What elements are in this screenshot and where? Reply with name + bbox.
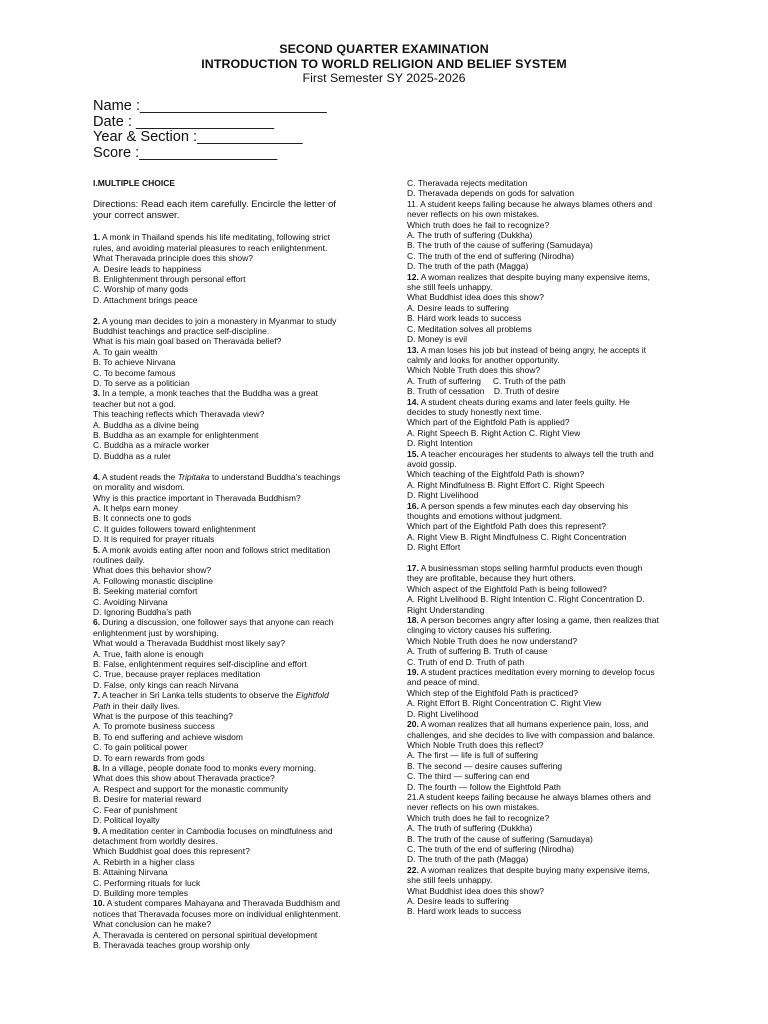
choice-d[interactable]: D. Right Livelihood xyxy=(407,708,479,719)
question-text: In a village, people donate food to monks every morning. xyxy=(100,763,317,774)
score-field[interactable]: Score :_________________ xyxy=(93,144,278,161)
question-text: avoid gossip. xyxy=(407,458,457,469)
choice-b[interactable]: B. Desire for material reward xyxy=(93,794,202,805)
directions-line: your correct answer. xyxy=(93,210,180,222)
choice-b[interactable]: B. Hard work leads to success xyxy=(407,313,522,324)
choice-d[interactable]: D. It is required for prayer rituals xyxy=(93,534,215,545)
choice-c[interactable]: C. Theravada rejects meditation xyxy=(407,178,528,188)
question-number: 7. xyxy=(93,690,101,701)
exam-title: SECOND QUARTER EXAMINATION xyxy=(279,42,489,56)
question-number: 10. xyxy=(93,898,105,909)
choice-a[interactable]: A. The truth of suffering (Dukkha) xyxy=(407,823,533,834)
choices-row[interactable]: C. Truth of end D. Truth of path xyxy=(407,656,525,667)
question-number: 20. xyxy=(407,719,419,730)
question-text: 21.A student keeps failing because he always blames others and xyxy=(407,791,651,802)
choice-c[interactable]: C. Meditation solves all problems xyxy=(407,323,532,334)
question-text: thoughts and emotions without judgment. xyxy=(407,511,562,521)
question-text: A woman realizes that all humans experience pain, loss, and xyxy=(418,719,649,730)
question-text: in their daily lives. xyxy=(110,700,180,711)
choice-d[interactable]: D. Ignoring Buddha’s path xyxy=(93,606,192,617)
question-22 xyxy=(407,865,692,917)
question-text: enlightenment just by worshiping. xyxy=(93,627,219,638)
choice-b[interactable]: B. Attaining Nirvana xyxy=(93,867,168,878)
choice-d[interactable]: D. The fourth — follow the Eightfold Path xyxy=(407,781,561,792)
student-info-fields xyxy=(93,99,327,161)
choice-d[interactable]: D. To earn rewards from gods xyxy=(93,752,205,763)
question-prompt: What Buddhist idea does this show? xyxy=(407,885,545,896)
choice-a[interactable]: A. Following monastic discipline xyxy=(93,575,213,586)
choice-b[interactable]: B. Theravada teaches group worship only xyxy=(93,939,250,950)
choice-b[interactable]: B. To end suffering and achieve wisdom xyxy=(93,731,243,742)
question-prompt: Which Noble Truth does this show? xyxy=(407,365,541,376)
subject-title: INTRODUCTION TO WORLD RELIGION AND BELIEF SYSTEM xyxy=(201,56,567,71)
choice-a[interactable]: A. Buddha as a divine being xyxy=(93,419,199,430)
choice-c[interactable]: C. To become famous xyxy=(93,367,176,378)
choices-row[interactable]: A. Right View B. Right Mindfulness C. Right Concentration xyxy=(407,531,627,542)
question-text: never reflects on his own mistakes. xyxy=(407,209,540,220)
question-text: never reflects on his own mistakes. xyxy=(407,802,540,813)
question-5 xyxy=(93,545,365,618)
question-text: A woman realizes that despite buying many expensive items, xyxy=(418,271,650,282)
question-text: she still feels unhappy. xyxy=(407,282,493,293)
choice-c[interactable]: C. True, because prayer replaces meditation xyxy=(93,669,261,680)
choice-c[interactable]: C. The third — suffering can end xyxy=(407,771,530,782)
question-14 xyxy=(407,397,692,449)
question-text: A person becomes angry after losing a game, then realizes that xyxy=(418,615,659,626)
choice-a[interactable]: A. The truth of suffering (Dukkha) xyxy=(407,230,533,241)
question-prompt: Which part of the Eightfold Path is applied? xyxy=(407,417,570,428)
choice-c[interactable]: C. Performing rituals for luck xyxy=(93,877,201,888)
choice-b[interactable]: B. Buddha as an example for enlightenment xyxy=(93,430,259,441)
question-number: 16. xyxy=(407,500,419,511)
question-18 xyxy=(407,615,692,667)
question-text: on morality and wisdom. xyxy=(93,482,185,493)
question-prompt: Which teaching of the Eightfold Path is shown? xyxy=(407,469,585,480)
question-text: During a discussion, one follower says that anyone can reach xyxy=(100,617,334,628)
question-text: teacher but not a god. xyxy=(93,398,176,409)
choices-row[interactable]: A. Right Mindfulness B. Right Effort C. Right Speech xyxy=(407,479,605,490)
choices-row[interactable]: B. Truth of cessation D. Truth of desire xyxy=(407,386,560,397)
choice-b[interactable]: B. Enlightenment through personal effort xyxy=(93,274,246,284)
question-prompt: Which Noble Truth does this reflect? xyxy=(407,739,544,750)
choice-d[interactable]: D. Money is evil xyxy=(407,334,467,345)
choice-a[interactable]: A. Desire leads to suffering xyxy=(407,896,509,907)
choice-d[interactable]: D. Buddha as a ruler xyxy=(93,450,171,461)
choice-c[interactable]: C. To gain political power xyxy=(93,742,188,753)
question-number: 19. xyxy=(407,667,419,678)
question-number: 1. xyxy=(93,232,101,243)
question-prompt: What does this show about Theravada practice? xyxy=(93,773,275,784)
choice-d[interactable]: D. The truth of the path (Magga) xyxy=(407,854,529,865)
question-text: A monk avoids eating after noon and follows strict meditation xyxy=(100,544,331,555)
question-number: 4. xyxy=(93,471,101,482)
question-text: to understand Buddha’s teachings xyxy=(209,471,341,482)
question-prompt: Which truth does he fail to recognize? xyxy=(407,219,550,230)
choice-c[interactable]: C. The truth of the end of suffering (Nirodha) xyxy=(407,250,574,261)
left-column xyxy=(93,178,365,950)
term-italic: Eightfold xyxy=(295,690,329,701)
question-prompt: Which Buddhist goal does this represent? xyxy=(93,846,250,857)
choice-d[interactable]: D. False, only kings can reach Nirvana xyxy=(93,679,239,690)
choice-c[interactable]: C. Fear of punishment xyxy=(93,804,178,815)
choice-d[interactable]: D. Theravada depends on gods for salvation xyxy=(407,188,575,199)
choice-a[interactable]: A. To promote business success xyxy=(93,721,215,732)
question-prompt: This teaching reflects which Theravada view? xyxy=(93,409,265,420)
question-text: she still feels unhappy. xyxy=(407,875,493,886)
question-prompt: Which aspect of the Eightfold Path is being followed? xyxy=(407,583,607,594)
choice-a[interactable]: A. Desire leads to suffering xyxy=(407,302,509,313)
choice-a[interactable]: A. Rebirth in a higher class xyxy=(93,856,195,867)
question-text: A teacher encourages her students to always tell the truth and xyxy=(418,448,654,459)
choice-b[interactable]: B. Seeking material comfort xyxy=(93,586,198,597)
choice-c[interactable]: C. Buddha as a miracle worker xyxy=(93,440,210,451)
question-text: calmly and looks for another opportunity. xyxy=(407,354,560,365)
question-prompt: What is his main goal based on Theravada belief? xyxy=(93,336,282,347)
choice-d[interactable]: D. Right Livelihood xyxy=(407,490,479,501)
choices-row[interactable]: A. Right Effort B. Right Concentration C. Right View xyxy=(407,698,602,709)
question-text: Buddhist teachings and practice self-discipline. xyxy=(93,326,270,337)
directions-line: Directions: Read each item carefully. Encircle the letter of xyxy=(93,198,336,210)
exam-header xyxy=(0,42,768,86)
question-1 xyxy=(93,232,365,305)
question-prompt: What Buddhist idea does this show? xyxy=(407,292,545,303)
choice-c[interactable]: C. Avoiding Nirvana xyxy=(93,596,168,607)
question-9 xyxy=(93,826,365,899)
question-16 xyxy=(407,501,692,553)
question-3 xyxy=(93,388,365,461)
question-prompt: What does this behavior show? xyxy=(93,565,212,576)
question-prompt: What is the purpose of this teaching? xyxy=(93,711,233,722)
choice-d[interactable]: D. Building more temples xyxy=(93,887,188,898)
question-7 xyxy=(93,690,365,763)
question-text: A woman realizes that despite buying many expensive items, xyxy=(418,864,650,875)
choice-d[interactable]: D. Right Effort xyxy=(407,542,461,553)
question-text: routines daily. xyxy=(93,554,145,565)
semester-label: First Semester SY 2025-2026 xyxy=(302,71,466,85)
question-number: 5. xyxy=(93,544,101,555)
choice-b[interactable]: B. The truth of the cause of suffering (Samudaya) xyxy=(407,833,593,844)
question-text: A student compares Mahayana and Theravada Buddhism and xyxy=(104,898,340,909)
choice-b[interactable]: B. The truth of the cause of suffering (Samudaya) xyxy=(407,240,593,251)
question-10 xyxy=(93,898,365,950)
question-text: detachment from worldly desires. xyxy=(93,835,218,846)
question-text: clinging to victory causes his suffering. xyxy=(407,625,552,636)
book-title: Tripitaka xyxy=(177,471,210,482)
question-text: rules, and avoiding material pleasures to reach enlightenment. xyxy=(93,242,328,253)
name-field[interactable]: Name :_______________________ xyxy=(93,98,327,114)
question-text: decides to study honestly next time. xyxy=(407,406,542,417)
question-text: A monk in Thailand spends his life meditating, following strict xyxy=(100,232,331,243)
choice-d[interactable]: D. Political loyalty xyxy=(93,815,160,826)
question-text: A teacher in Sri Lanka tells students to observe the xyxy=(100,690,296,701)
question-text: A student practices meditation every morning to develop focus xyxy=(418,667,655,678)
question-number: 2. xyxy=(93,315,101,326)
question-prompt: Which part of the Eightfold Path does this represent? xyxy=(407,521,606,532)
question-number: 8. xyxy=(93,763,101,774)
right-column xyxy=(407,178,692,917)
question-6 xyxy=(93,617,365,690)
question-text: they are profitable, because they hurt others. xyxy=(407,573,576,584)
question-text: A man loses his job but instead of being angry, he accepts it xyxy=(418,344,646,355)
choice-a[interactable]: A. The first — life is full of suffering xyxy=(407,750,539,761)
question-21 xyxy=(407,792,692,865)
question-2 xyxy=(93,316,365,389)
question-number: 18. xyxy=(407,615,419,626)
section-heading: I.MULTIPLE CHOICE xyxy=(93,178,176,188)
question-prompt: What Theravada principle does this show? xyxy=(93,253,254,264)
choice-c[interactable]: C. Worship of many gods xyxy=(93,284,189,295)
question-20 xyxy=(407,719,692,792)
term-italic: Path xyxy=(93,700,111,711)
question-17 xyxy=(407,563,692,615)
choice-a[interactable]: A. True, faith alone is enough xyxy=(93,648,204,659)
question-prompt: Why is this practice important in Theravada Buddhism? xyxy=(93,492,301,503)
choice-a[interactable]: A. To gain wealth xyxy=(93,346,158,357)
question-text: notices that Theravada focuses more on individual enlightenment. xyxy=(93,908,341,919)
choice-b[interactable]: B. False, enlightenment requires self-discipline and effort xyxy=(93,659,307,669)
question-text: A young man decides to join a monastery in Myanmar to study xyxy=(100,315,337,326)
question-text: challenges, and she decides to live with compassion and balance. xyxy=(407,729,656,740)
choice-d[interactable]: Right Understanding xyxy=(407,604,485,615)
question-number: 17. xyxy=(407,563,419,574)
question-text: A meditation center in Cambodia focuses on mindfulness and xyxy=(100,825,333,836)
question-number: 14. xyxy=(407,396,419,407)
choice-d[interactable]: D. Attachment brings peace xyxy=(93,294,198,305)
choice-a[interactable]: A. Desire leads to happiness xyxy=(93,263,202,274)
question-11 xyxy=(407,199,692,272)
question-number: 22. xyxy=(407,864,419,875)
question-text: and peace of mind. xyxy=(407,677,480,688)
date-field[interactable]: Date : _________________ xyxy=(93,113,274,130)
question-text: A businessman stops selling harmful products even though xyxy=(418,563,643,574)
question-number: 12. xyxy=(407,271,419,282)
question-13 xyxy=(407,345,692,397)
question-4 xyxy=(93,472,365,545)
choice-c[interactable]: C. The truth of the end of suffering (Nirodha) xyxy=(407,843,574,854)
question-8 xyxy=(93,763,365,825)
question-prompt: Which step of the Eightfold Path is practiced? xyxy=(407,687,579,698)
question-prompt: Which Noble Truth does he now understand? xyxy=(407,635,578,646)
question-prompt: What conclusion can he make? xyxy=(93,919,212,930)
choices-row[interactable]: A. Truth of suffering C. Truth of the path xyxy=(407,375,566,386)
question-19 xyxy=(407,667,692,719)
choice-d[interactable]: D. The truth of the path (Magga) xyxy=(407,261,529,272)
choice-b[interactable]: B. It connects one to gods xyxy=(93,513,192,524)
question-number: 15. xyxy=(407,448,419,459)
question-number: 13. xyxy=(407,344,419,355)
choice-b[interactable]: B. To achieve Nirvana xyxy=(93,357,176,368)
question-15 xyxy=(407,449,692,501)
question-text: A student reads the xyxy=(100,471,178,482)
question-text: A student cheats during exams and later feels guilty. He xyxy=(418,396,630,407)
choices-row[interactable]: A. Truth of suffering B. Truth of cause xyxy=(407,646,548,657)
choice-b[interactable]: B. Hard work leads to success xyxy=(407,906,522,917)
choices-row[interactable]: A. Right Livelihood B. Right Intention C. Right Concentration D. xyxy=(407,594,645,605)
question-text: A person spends a few minutes each day observing his xyxy=(418,500,629,511)
question-prompt: Which truth does he fail to recognize? xyxy=(407,812,550,823)
question-number: 3. xyxy=(93,388,101,399)
question-prompt: What would a Theravada Buddhist most likely say? xyxy=(93,638,286,649)
question-text: In a temple, a monk teaches that the Buddha was a great xyxy=(100,388,318,399)
question-number: 9. xyxy=(93,825,101,836)
question-number: 6. xyxy=(93,617,101,628)
year-section-field[interactable]: Year & Section :_____________ xyxy=(93,129,303,146)
question-text: 11. A student keeps failing because he always blames others and xyxy=(407,198,653,209)
choice-d[interactable]: D. Right Intention xyxy=(407,438,473,449)
question-12 xyxy=(407,272,692,345)
choice-a[interactable]: A. Theravada is centered on personal spiritual development xyxy=(93,929,318,940)
choice-a[interactable]: A. Respect and support for the monastic community xyxy=(93,783,289,794)
choice-b[interactable]: B. The second — desire causes suffering xyxy=(407,760,563,771)
choices-row[interactable]: A. Right Speech B. Right Action C. Right View xyxy=(407,427,581,438)
choice-d[interactable]: D. To serve as a politician xyxy=(93,378,190,389)
choice-a[interactable]: A. It helps earn money xyxy=(93,502,179,513)
choice-c[interactable]: C. It guides followers toward enlightenment xyxy=(93,523,256,534)
